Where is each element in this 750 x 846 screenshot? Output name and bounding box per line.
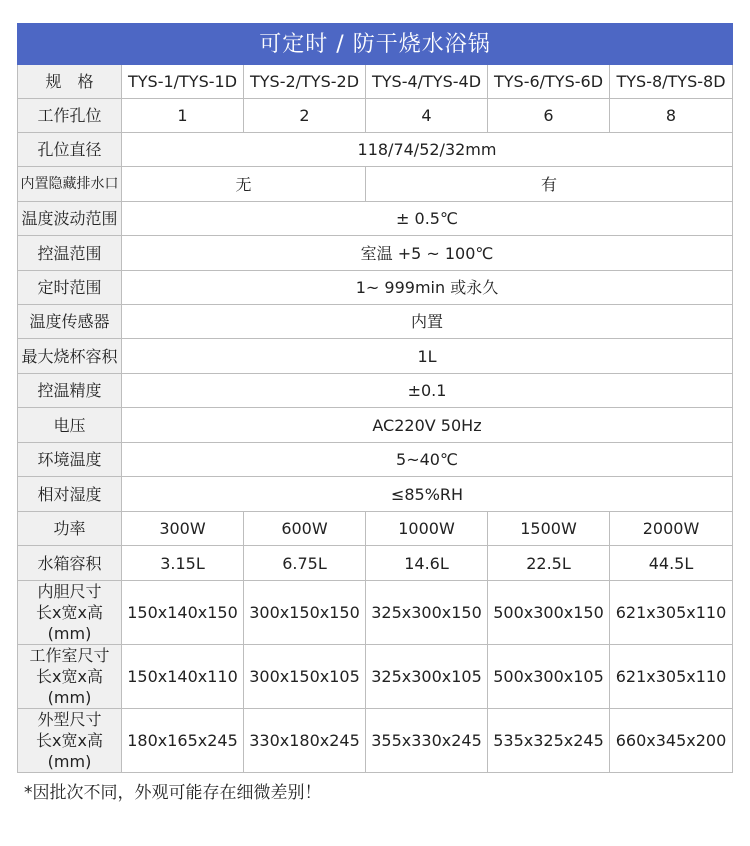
table-row — [18, 99, 733, 133]
inner-size-cell: 300x150x150 — [244, 581, 366, 645]
outer-size-cell: 355x330x245 — [366, 709, 488, 773]
outer-size-cell: 660x345x200 — [610, 709, 733, 773]
table-row — [18, 408, 733, 443]
timer-range-value: 1~ 999min 或永久 — [122, 271, 733, 305]
power-cell: 600W — [244, 512, 366, 546]
table-row — [18, 305, 733, 339]
table-row — [18, 443, 733, 477]
holes-cell: 2 — [244, 99, 366, 133]
precision-value: ±0.1 — [122, 374, 733, 408]
model-cell: TYS-6/TYS-6D — [488, 65, 610, 99]
model-cell: TYS-4/TYS-4D — [366, 65, 488, 99]
row-label-ambient-temp: 环境温度 — [18, 443, 122, 477]
table-row — [18, 271, 733, 305]
table-row — [18, 477, 733, 512]
row-label-precision: 控温精度 — [18, 374, 122, 408]
outer-size-cell: 330x180x245 — [244, 709, 366, 773]
row-label-voltage: 电压 — [18, 408, 122, 443]
row-label-inner-size — [18, 581, 122, 645]
row-label-chamber-size — [18, 645, 122, 709]
tank-volume-cell: 14.6L — [366, 546, 488, 581]
row-label-sensor: 温度传感器 — [18, 305, 122, 339]
row-label-line: 工作室尺寸 — [29, 646, 110, 665]
table-row — [18, 512, 733, 546]
inner-size-cell: 500x300x150 — [488, 581, 610, 645]
holes-cell: 4 — [366, 99, 488, 133]
drain-value-yes: 有 — [366, 167, 733, 202]
row-label-temp-range: 控温范围 — [18, 236, 122, 271]
row-label-outer-size — [18, 709, 122, 773]
row-label-hole-diameter: 孔位直径 — [18, 133, 122, 167]
row-label-tank-volume: 水箱容积 — [18, 546, 122, 581]
chamber-size-cell: 300x150x105 — [244, 645, 366, 709]
humidity-value: ≤85%RH — [122, 477, 733, 512]
chamber-size-cell: 621x305x110 — [610, 645, 733, 709]
temp-range-value: 室温 +5 ~ 100℃ — [122, 236, 733, 271]
chamber-size-cell: 500x300x105 — [488, 645, 610, 709]
temp-fluctuation-value: ± 0.5℃ — [122, 202, 733, 236]
row-label-line: 长x宽x高(mm) — [36, 603, 103, 643]
table-row — [18, 236, 733, 271]
table-row — [18, 65, 733, 99]
inner-size-cell: 325x300x150 — [366, 581, 488, 645]
row-label-temp-fluctuation: 温度波动范围 — [18, 202, 122, 236]
footnote: *因批次不同，外观可能存在细微差别！ — [24, 783, 322, 803]
inner-size-cell: 621x305x110 — [610, 581, 733, 645]
row-label-line: 内胆尺寸 — [37, 582, 102, 601]
table-row — [18, 374, 733, 408]
model-cell: TYS-1/TYS-1D — [122, 65, 244, 99]
row-label-drain: 内置隐藏排水口 — [18, 167, 122, 202]
power-cell: 300W — [122, 512, 244, 546]
power-cell: 2000W — [610, 512, 733, 546]
holes-cell: 1 — [122, 99, 244, 133]
tank-volume-cell: 3.15L — [122, 546, 244, 581]
drain-value-no: 无 — [122, 167, 366, 202]
row-label-humidity: 相对湿度 — [18, 477, 122, 512]
table-row — [18, 133, 733, 167]
row-label-timer-range: 定时范围 — [18, 271, 122, 305]
voltage-value: AC220V 50Hz — [122, 408, 733, 443]
row-label-line: 外型尺寸 — [37, 710, 102, 729]
table-row — [18, 339, 733, 374]
outer-size-cell: 180x165x245 — [122, 709, 244, 773]
sensor-value: 内置 — [122, 305, 733, 339]
row-label-line: 长x宽x高(mm) — [36, 667, 103, 707]
outer-size-cell: 535x325x245 — [488, 709, 610, 773]
ambient-temp-value: 5~40℃ — [122, 443, 733, 477]
tank-volume-cell: 44.5L — [610, 546, 733, 581]
chamber-size-cell: 150x140x110 — [122, 645, 244, 709]
holes-cell: 8 — [610, 99, 733, 133]
table-row — [18, 167, 733, 202]
chamber-size-cell: 325x300x105 — [366, 645, 488, 709]
spec-table — [17, 23, 733, 773]
table-row — [18, 546, 733, 581]
tank-volume-cell: 22.5L — [488, 546, 610, 581]
max-beaker-value: 1L — [122, 339, 733, 374]
hole-diameter-value: 118/74/52/32mm — [122, 133, 733, 167]
power-cell: 1000W — [366, 512, 488, 546]
row-label-holes: 工作孔位 — [18, 99, 122, 133]
power-cell: 1500W — [488, 512, 610, 546]
row-label-line: 长x宽x高(mm) — [36, 731, 103, 771]
row-label-model: 规 格 — [18, 65, 122, 99]
model-cell: TYS-2/TYS-2D — [244, 65, 366, 99]
row-label-power: 功率 — [18, 512, 122, 546]
table-title: 可定时 / 防干烧水浴锅 — [18, 24, 733, 65]
holes-cell: 6 — [488, 99, 610, 133]
table-row — [18, 581, 733, 645]
row-label-max-beaker: 最大烧杯容积 — [18, 339, 122, 374]
table-row — [18, 202, 733, 236]
model-cell: TYS-8/TYS-8D — [610, 65, 733, 99]
table-row — [18, 709, 733, 773]
tank-volume-cell: 6.75L — [244, 546, 366, 581]
inner-size-cell: 150x140x150 — [122, 581, 244, 645]
table-row — [18, 645, 733, 709]
title-row — [18, 24, 733, 65]
